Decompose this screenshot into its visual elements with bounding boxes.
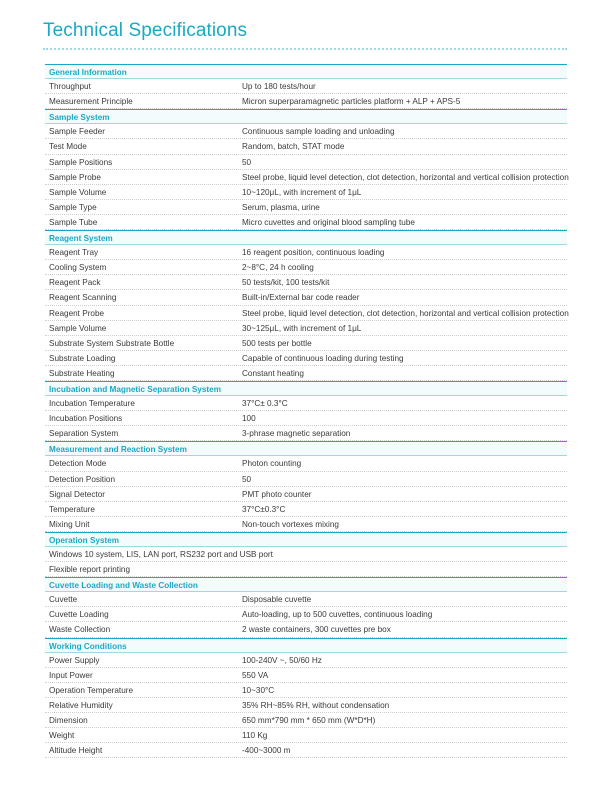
spec-value: Auto-loading, up to 500 cuvettes, continuous loading <box>242 610 433 620</box>
spec-row <box>45 275 567 290</box>
spec-row <box>45 592 567 607</box>
spec-row <box>45 713 567 728</box>
spec-row <box>45 743 567 758</box>
spec-label: Sample Positions <box>49 157 113 167</box>
spec-label: Sample Tube <box>49 217 98 227</box>
spec-value: Serum, plasma, urine <box>242 202 320 212</box>
spec-label: Waste Collection <box>49 625 111 635</box>
spec-value: Built-in/External bar code reader <box>242 293 360 303</box>
spec-label: Separation System <box>49 429 119 439</box>
spec-row <box>45 155 567 170</box>
spec-label: Substrate Loading <box>49 353 116 363</box>
spec-value: 550 VA <box>242 670 269 680</box>
spec-value: 100-240V ~, 50/60 Hz <box>242 655 322 665</box>
spec-value: 2 waste containers, 300 cuvettes pre box <box>242 625 391 635</box>
spec-label: Mixing Unit <box>49 519 90 529</box>
spec-row <box>45 426 567 441</box>
spec-value: PMT photo counter <box>242 489 312 499</box>
section-heading-label: Sample System <box>49 113 110 123</box>
spec-row <box>45 185 567 200</box>
spec-row <box>45 487 567 502</box>
spec-value: 10~120μL, with increment of 1μL <box>242 187 362 197</box>
spec-label: Reagent Probe <box>49 308 105 318</box>
section-heading <box>45 577 567 592</box>
spec-label: Incubation Temperature <box>49 399 135 409</box>
spec-label: Measurement Principle <box>49 97 133 107</box>
spec-value: Constant heating <box>242 368 304 378</box>
spec-value: Capable of continuous loading during testing <box>242 353 404 363</box>
spec-row <box>45 472 567 487</box>
spec-value: Continuous sample loading and unloading <box>242 127 395 137</box>
spec-value: 50 <box>242 157 252 167</box>
spec-row <box>45 456 567 471</box>
spec-value: 37°C± 0.3°C <box>242 399 288 409</box>
spec-label: Signal Detector <box>49 489 105 499</box>
spec-label: Sample Type <box>49 202 97 212</box>
section-heading-label: Reagent System <box>49 234 113 244</box>
spec-row <box>45 306 567 321</box>
spec-row <box>45 653 567 668</box>
spec-label: Cuvette Loading <box>49 610 109 620</box>
spec-value: Disposable cuvette <box>242 595 312 605</box>
spec-value: 650 mm*790 mm * 650 mm (W*D*H) <box>242 716 376 726</box>
spec-row <box>45 366 567 381</box>
section-heading <box>45 109 567 124</box>
spec-row <box>45 396 567 411</box>
spec-value: 3-phrase magnetic separation <box>242 429 351 439</box>
spec-value: Photon counting <box>242 459 302 469</box>
title-divider <box>43 48 567 50</box>
spec-label: Detection Mode <box>49 459 107 469</box>
spec-label: Sample Feeder <box>49 127 105 137</box>
spec-label: Incubation Positions <box>49 414 123 424</box>
spec-value: 16 reagent position, continuous loading <box>242 248 385 258</box>
spec-row <box>45 562 567 577</box>
spec-row <box>45 200 567 215</box>
spec-row <box>45 411 567 426</box>
spec-label: Operation Temperature <box>49 685 134 695</box>
spec-value: 35% RH~85% RH, without condensation <box>242 700 390 710</box>
spec-label: Cooling System <box>49 263 107 273</box>
section-heading-label: General Information <box>49 68 127 77</box>
section-heading <box>45 441 567 456</box>
spec-row <box>45 547 567 562</box>
spec-label: Power Supply <box>49 655 100 665</box>
spec-label: Dimension <box>49 716 88 726</box>
section-heading <box>45 381 567 396</box>
spec-value: Random, batch, STAT mode <box>242 142 345 152</box>
spec-row <box>45 698 567 713</box>
spec-value: 110 Kg <box>242 731 268 741</box>
spec-value: Up to 180 tests/hour <box>242 82 316 92</box>
spec-row <box>45 351 567 366</box>
spec-row <box>45 94 567 109</box>
spec-value: 100 <box>242 414 256 424</box>
spec-row <box>45 683 567 698</box>
spec-label: Windows 10 system, LIS, LAN port, RS232 port and USB port <box>49 550 273 559</box>
spec-label: Weight <box>49 731 75 741</box>
spec-label: Detection Position <box>49 474 115 484</box>
spec-row <box>45 79 567 94</box>
spec-label: Reagent Scanning <box>49 293 117 303</box>
spec-label: Sample Volume <box>49 187 107 197</box>
section-heading <box>45 638 567 653</box>
spec-row <box>45 215 567 230</box>
spec-value: 2~8°C, 24 h cooling <box>242 263 314 273</box>
spec-label: Temperature <box>49 504 95 514</box>
section-heading <box>45 230 567 245</box>
spec-label: Sample Volume <box>49 323 107 333</box>
spec-row <box>45 607 567 622</box>
spec-row <box>45 245 567 260</box>
spec-row <box>45 139 567 154</box>
spec-value: Micro cuvettes and original blood sampling tube <box>242 217 415 227</box>
spec-table <box>45 64 567 758</box>
section-heading-label: Cuvette Loading and Waste Collection <box>49 581 198 591</box>
spec-row <box>45 622 567 637</box>
spec-value: 50 tests/kit, 100 tests/kit <box>242 278 330 288</box>
spec-label: Reagent Pack <box>49 278 101 288</box>
spec-row <box>45 502 567 517</box>
spec-label: Sample Probe <box>49 172 101 182</box>
spec-row <box>45 336 567 351</box>
spec-value: 10~30°C <box>242 685 275 695</box>
section-heading-label: Operation System <box>49 535 120 545</box>
spec-row <box>45 728 567 743</box>
spec-label: Substrate System Substrate Bottle <box>49 338 175 348</box>
spec-label: Cuvette <box>49 595 78 605</box>
spec-row <box>45 668 567 683</box>
spec-label: Test Mode <box>49 142 87 152</box>
section-heading <box>45 532 567 547</box>
section-heading <box>45 64 567 79</box>
spec-value: Non-touch vortexes mixing <box>242 519 339 529</box>
spec-value: 500 tests per bottle <box>242 338 312 348</box>
spec-value: 30~125μL, with increment of 1μL <box>242 323 362 333</box>
page-title: Technical Specifications <box>43 20 248 41</box>
spec-label: Relative Humidity <box>49 700 113 710</box>
section-heading-label: Incubation and Magnetic Separation System <box>49 384 221 394</box>
spec-row <box>45 517 567 532</box>
spec-label: Substrate Heating <box>49 368 115 378</box>
spec-value: Steel probe, liquid level detection, clot detection, horizontal and vertical collision protection <box>242 308 569 318</box>
spec-row <box>45 321 567 336</box>
spec-label: Altitude Height <box>49 746 103 756</box>
spec-value: 50 <box>242 474 252 484</box>
spec-value: 37°C±0.3°C <box>242 504 286 514</box>
section-heading-label: Working Conditions <box>49 641 127 651</box>
section-heading-label: Measurement and Reaction System <box>49 445 187 455</box>
spec-row <box>45 170 567 185</box>
spec-value: Micron superparamagnetic particles platform + ALP + APS-5 <box>242 97 461 107</box>
spec-label: Input Power <box>49 670 93 680</box>
spec-value: -400~3000 m <box>242 746 291 756</box>
spec-value: Steel probe, liquid level detection, clot detection, horizontal and vertical collision protection <box>242 172 569 182</box>
spec-row <box>45 290 567 305</box>
spec-row <box>45 124 567 139</box>
spec-label: Reagent Tray <box>49 248 99 258</box>
spec-row <box>45 260 567 275</box>
spec-label: Flexible report printing <box>49 565 131 575</box>
spec-label: Throughput <box>49 82 91 92</box>
